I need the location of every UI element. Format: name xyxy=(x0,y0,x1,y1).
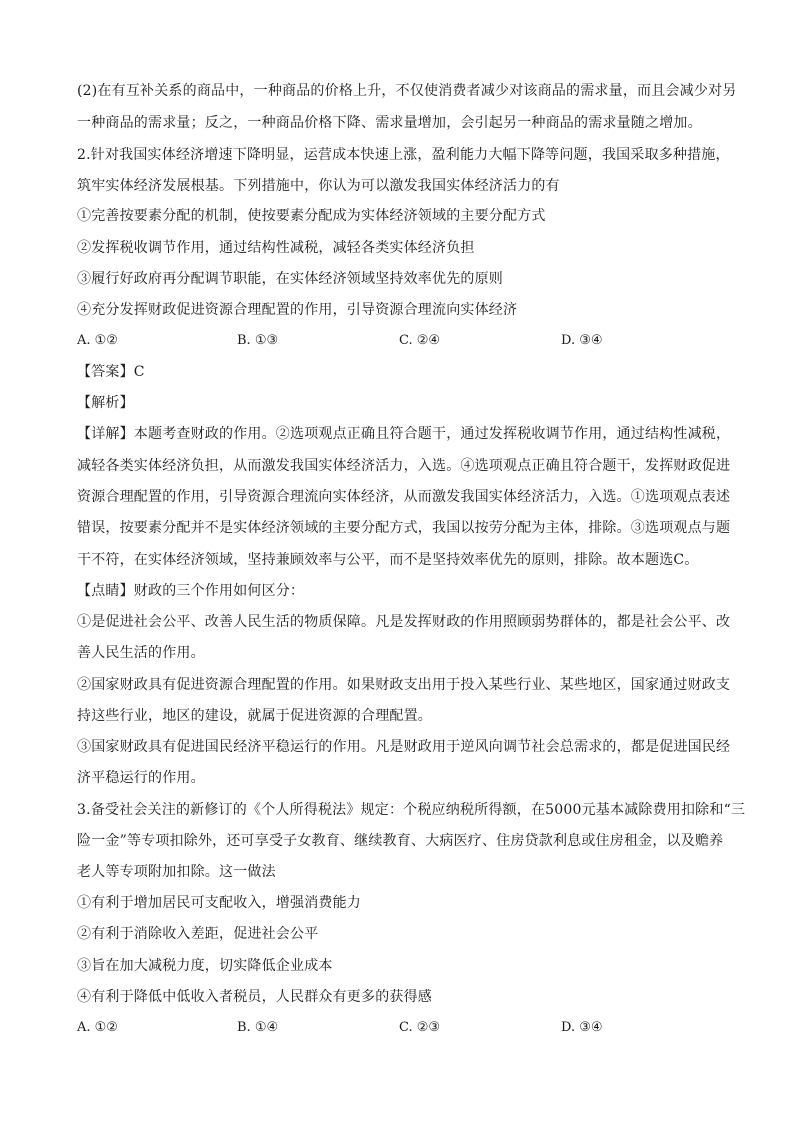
q2-item-4: ④充分发挥财政促进资源合理配置的作用，引导资源合理流向实体经济 xyxy=(77,302,518,318)
q2-tip-line-6: 济平稳运行的作用。 xyxy=(77,770,205,786)
q3-stem-line-3: 老人等专项附加扣除。这一做法 xyxy=(77,864,276,880)
q3-option-c: C. ②③ xyxy=(399,1020,441,1035)
q3-stem-line-2: 险一金”等专项扣除外，还可享受子女教育、继续教育、大病医疗、住房贷款利息或住房租金，以及赡养 xyxy=(77,833,724,849)
q2-tip-line-5: ③国家财政具有促进国民经济平稳运行的作用。凡是财政用于逆风向调节社会总需求的，都是促进国民经 xyxy=(77,739,731,755)
q2-detail-line-1: 【详解】本题考查财政的作用。②选项观点正确且符合题干，通过发挥税收调节作用，通过结构性减税， xyxy=(77,426,731,442)
q2-detail-line-3: 资源合理配置的作用，引导资源合理流向实体经济，从而激发我国实体经济活力，入选。①选项观点表述 xyxy=(77,489,731,505)
q2-answer: 【答案】C xyxy=(77,364,145,380)
q3-option-a: A. ①② xyxy=(77,1020,118,1035)
q2-stem-line-1: 2.针对我国实体经济增速下降明显，运营成本快速上涨，盈利能力大幅下降等问题，我国采取多种措施， xyxy=(77,147,730,163)
q2-detail-line-2: 减轻各类实体经济负担，从而激发我国实体经济活力，入选。④选项观点正确且符合题干，发挥财政促进 xyxy=(77,458,731,474)
q3-option-b: B. ①④ xyxy=(237,1020,279,1035)
q3-item-3: ③旨在加大减税力度，切实降低企业成本 xyxy=(77,958,333,974)
q2-options xyxy=(77,331,723,351)
q1-text-line-2: 一种商品的需求量；反之，一种商品价格下降、需求量增加，会引起另一种商品的需求量随之增加。 xyxy=(77,115,702,131)
q2-option-b: B. ①③ xyxy=(237,333,279,348)
q2-option-c: C. ②④ xyxy=(399,333,441,348)
q3-item-4: ④有利于降低中低收入者税员，人民群众有更多的获得感 xyxy=(77,989,432,1005)
q2-tip-line-4: 持这些行业，地区的建设，就属于促进资源的合理配置。 xyxy=(77,708,432,724)
q3-options xyxy=(77,1018,723,1038)
q2-tip-line-2: 善人民生活的作用。 xyxy=(77,645,205,661)
q2-tip-line-3: ②国家财政具有促进资源合理配置的作用。如果财政支出用于投入某些行业、某些地区，国家通过财政支 xyxy=(77,677,731,693)
q2-stem-line-2: 筑牢实体经济发展根基。下列措施中，你认为可以激发我国实体经济活力的有 xyxy=(77,178,560,194)
q2-tip-title: 【点睛】财政的三个作用如何区分： xyxy=(77,583,305,599)
q2-option-d: D. ③④ xyxy=(561,333,603,348)
q2-analysis-title: 【解析】 xyxy=(77,395,134,411)
q2-tip-line-1: ①是促进社会公平、改善人民生活的物质保障。凡是发挥财政的作用照顾弱势群体的，都是社会公平、改 xyxy=(77,614,731,630)
q3-item-2: ②有利于消除收入差距，促进社会公平 xyxy=(77,926,319,942)
q2-item-3: ③履行好政府再分配调节职能，在实体经济领域坚持效率优先的原则 xyxy=(77,271,503,287)
q3-stem-line-1: 3.备受社会关注的新修订的《个人所得税法》规定：个税应纳税所得额，在5000元基本减除费用扣除和“三 xyxy=(77,802,746,818)
q1-text-line-1: (2)在有互补关系的商品中，一种商品的价格上升，不仅使消费者减少对该商品的需求量，而且会减少对另 xyxy=(77,83,737,99)
q2-option-a: A. ①② xyxy=(77,333,118,348)
q3-option-d: D. ③④ xyxy=(561,1020,603,1035)
q2-item-1: ①完善按要素分配的机制，使按要素分配成为实体经济领域的主要分配方式 xyxy=(77,208,546,224)
q3-item-1: ①有利于增加居民可支配收入，增强消费能力 xyxy=(77,895,361,911)
q2-detail-line-5: 干不符，在实体经济领域，坚持兼顾效率与公平，而不是坚持效率优先的原则，排除。故本题选C。 xyxy=(77,552,699,568)
q2-detail-line-4: 错误，按要素分配并不是实体经济领域的主要分配方式，我国以按劳分配为主体，排除。③选项观点与题 xyxy=(77,520,731,536)
q2-item-2: ②发挥税收调节作用，通过结构性减税，减轻各类实体经济负担 xyxy=(77,240,475,256)
